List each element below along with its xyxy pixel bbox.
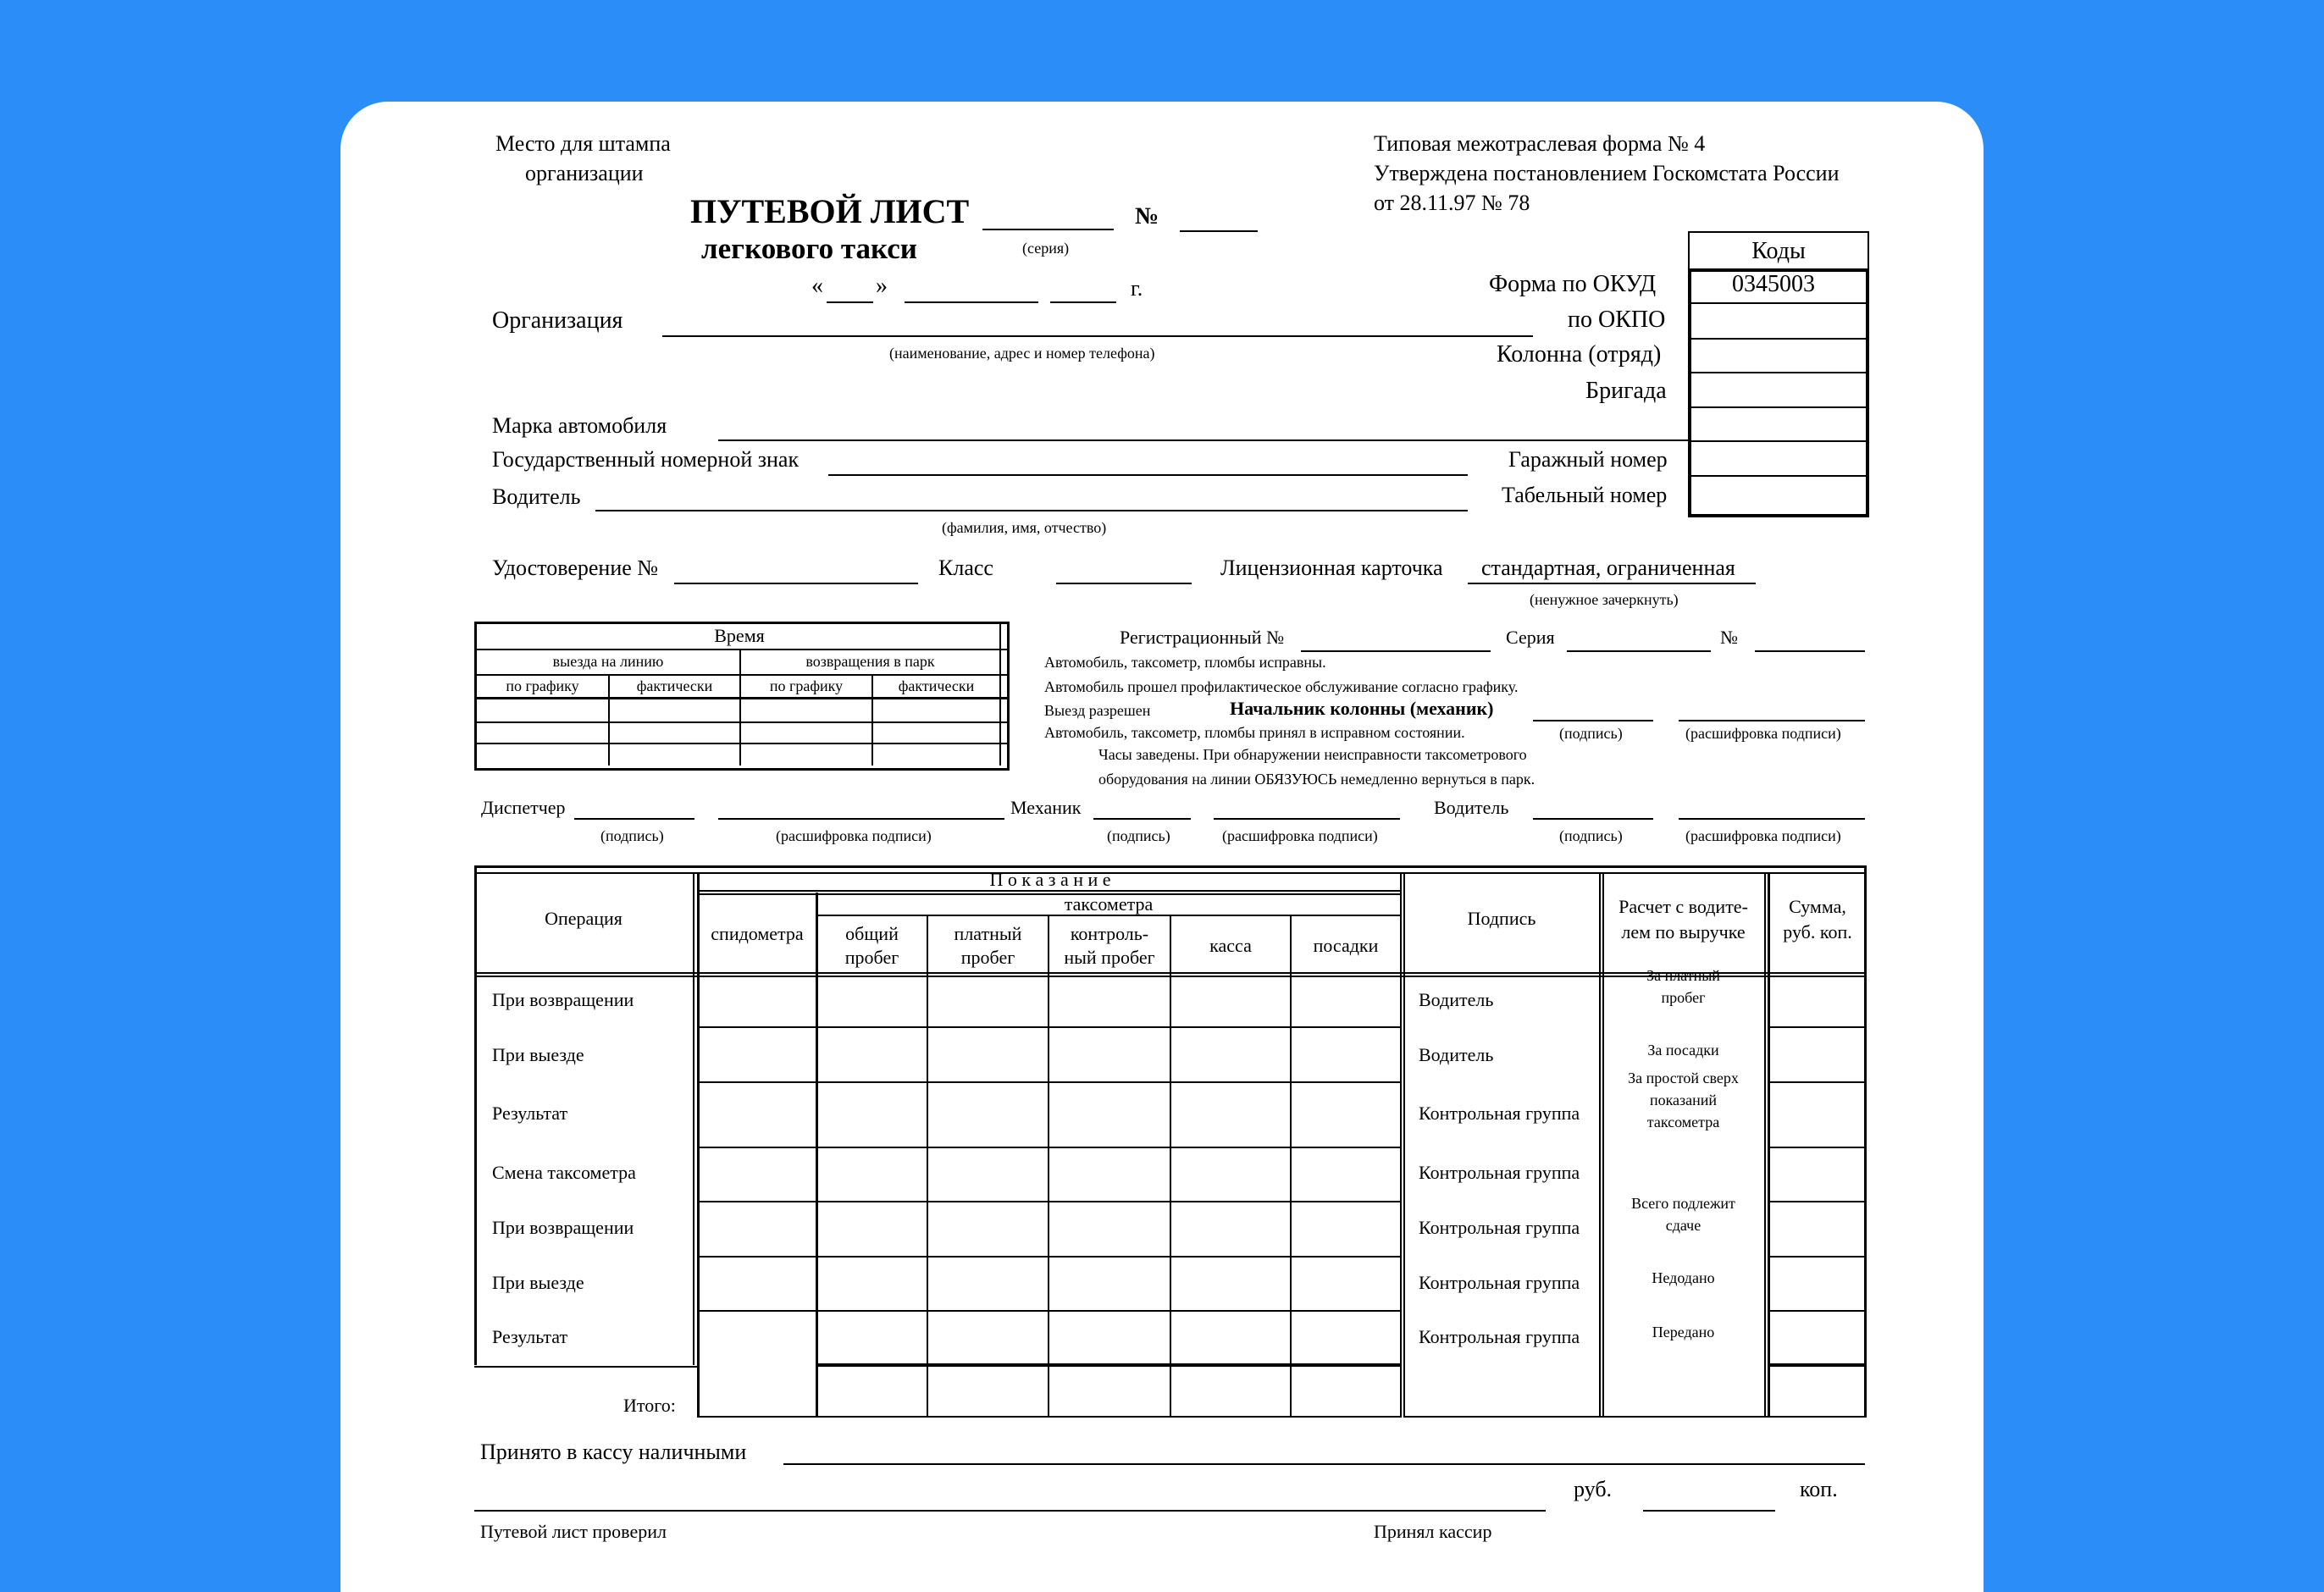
table-bottom <box>697 1416 1402 1418</box>
header-readings: П о к а з а н и е <box>989 869 1111 890</box>
organization-label: Организация <box>492 307 623 334</box>
doc-title: ПУТЕВОЙ ЛИСТ <box>690 192 970 230</box>
reading-cell[interactable] <box>820 1149 924 1198</box>
reading-cell[interactable] <box>931 978 1045 1024</box>
row-signature: Контрольная группа <box>1419 1103 1580 1124</box>
sum-cell[interactable] <box>1772 1203 1862 1253</box>
table-bottom <box>1403 1416 1768 1418</box>
license-card-hint: (ненужное зачеркнуть) <box>1530 591 1679 608</box>
reading-cell[interactable] <box>1052 1203 1167 1253</box>
grid-line <box>816 893 818 1416</box>
driver-hint: (фамилия, имя, отчество) <box>942 519 1107 536</box>
row-signature: Контрольная группа <box>1419 1326 1580 1347</box>
header-paid-mileage-2: пробег <box>960 947 1015 968</box>
mechanic-signature-hint: (подпись) <box>1107 827 1170 844</box>
row-settlement-text: Недодано <box>1652 1269 1715 1286</box>
row-operation: При выезде <box>492 1272 584 1293</box>
row-operation: Результат <box>492 1103 568 1124</box>
header-total-mileage-1: общий <box>845 923 899 944</box>
chief-decode-hint: (расшифровка подписи) <box>1685 725 1841 742</box>
header-operation: Операция <box>545 908 622 929</box>
license-card-line <box>1468 583 1756 584</box>
dispatcher-signature-line[interactable] <box>574 818 694 820</box>
okud-code: 0345003 <box>1732 271 1815 297</box>
mechanic-decode-hint: (расшифровка подписи) <box>1222 827 1378 844</box>
driver-signature-line[interactable] <box>1533 818 1653 820</box>
row-settlement-text: За платный <box>1646 967 1720 984</box>
reading-cell[interactable] <box>1174 1203 1287 1253</box>
reading-cell[interactable] <box>702 1084 812 1144</box>
table-left-border <box>474 865 477 1365</box>
column-label: Колонна (отряд) <box>1497 341 1662 368</box>
certificate-label: Удостоверение № <box>492 556 659 580</box>
time-ret-actual: фактически <box>898 677 975 694</box>
driver-decode-line[interactable] <box>1679 818 1865 820</box>
time-title: Время <box>714 625 765 646</box>
mechanic-decode-line[interactable] <box>1214 818 1400 820</box>
grid-line <box>1170 916 1171 1416</box>
sum-cell[interactable] <box>1772 1084 1862 1144</box>
tab-number-label: Табельный номер <box>1502 483 1668 507</box>
grid-line <box>1403 872 1405 1416</box>
row-line <box>1768 1026 1867 1028</box>
reg-note-2: Автомобиль прошел профилактическое обслуживание согласно графику. <box>1044 678 1519 695</box>
reading-cell[interactable] <box>931 1313 1045 1361</box>
row-settlement-text: За простой сверх <box>1628 1070 1739 1086</box>
number-sign: № <box>1135 203 1159 229</box>
header-settlement-2: лем по выручке <box>1621 921 1746 942</box>
header-paid-mileage-1: платный <box>954 923 1022 944</box>
row-line <box>697 1081 1402 1083</box>
reading-cell[interactable] <box>702 1149 812 1198</box>
header-cash: касса <box>1209 935 1252 956</box>
kop-label: коп. <box>1800 1477 1838 1501</box>
class-line[interactable] <box>1056 583 1192 584</box>
mechanic-signature-line[interactable] <box>1093 818 1191 820</box>
exit-allowed-label: Выезд разрешен <box>1044 702 1151 719</box>
row-signature: Водитель <box>1419 1044 1494 1065</box>
reading-cell[interactable] <box>1174 1029 1287 1079</box>
reading-cell[interactable] <box>931 1368 1045 1413</box>
driver-signature-hint: (подпись) <box>1559 827 1623 844</box>
row-line <box>474 1366 700 1368</box>
reg-series-label: Серия <box>1506 627 1555 648</box>
row-line <box>697 1026 1402 1028</box>
driver-line[interactable] <box>595 510 1468 511</box>
driver-decode-hint: (расшифровка подписи) <box>1685 827 1841 844</box>
sum-cell[interactable] <box>1772 1149 1862 1198</box>
table-right-border <box>1864 865 1867 1418</box>
dispatcher-signature-hint: (подпись) <box>600 827 664 844</box>
reading-cell[interactable] <box>1294 1084 1397 1144</box>
time-ret-schedule: по графику <box>769 677 844 694</box>
row-line <box>1768 1310 1867 1312</box>
license-card-value: стандартная, ограниченная <box>1481 556 1735 580</box>
reading-cell[interactable] <box>1052 978 1167 1024</box>
grid-line <box>697 872 700 1416</box>
date-day-line[interactable] <box>827 301 873 303</box>
reading-cell[interactable] <box>931 1203 1045 1253</box>
reading-cell[interactable] <box>820 1313 924 1361</box>
time-return: возвращения в парк <box>805 653 935 670</box>
reading-cell[interactable] <box>1294 1258 1397 1307</box>
stamp-label-1: Место для штампа <box>495 131 671 156</box>
reading-cell[interactable] <box>820 1258 924 1307</box>
date-month-line[interactable] <box>905 301 1038 303</box>
reading-cell[interactable] <box>702 1368 812 1413</box>
dispatcher-label: Диспетчер <box>481 797 566 818</box>
row-settlement-text: таксометра <box>1646 1114 1720 1130</box>
reg-number-line[interactable] <box>1755 650 1865 652</box>
reg-no-label: Регистрационный № <box>1120 627 1285 648</box>
organization-line[interactable] <box>662 335 1533 337</box>
stamp-label-2: организации <box>525 161 644 185</box>
plate-line[interactable] <box>828 474 1468 476</box>
cash-accepted-line[interactable] <box>783 1463 1865 1465</box>
row-settlement-text: сдаче <box>1665 1217 1702 1234</box>
reading-cell[interactable] <box>820 1029 924 1079</box>
reading-cell[interactable] <box>702 1313 812 1361</box>
cash-amount-line[interactable] <box>474 1510 1546 1512</box>
reading-cell[interactable] <box>931 1029 1045 1079</box>
okpo-label: по ОКПО <box>1568 307 1666 333</box>
date-open-quote: « <box>811 273 823 299</box>
number-line[interactable] <box>1180 230 1258 232</box>
reg-note-3: Автомобиль, таксометр, пломбы принял в исправном состоянии. <box>1044 724 1465 741</box>
reading-cell[interactable] <box>702 1203 812 1253</box>
sum-cell[interactable] <box>1772 1258 1862 1307</box>
header-control-mileage-2: ный пробег <box>1064 947 1155 968</box>
header-speedometer: спидометра <box>711 923 804 944</box>
reading-cell[interactable] <box>931 1084 1045 1144</box>
cash-accepted-label: Принято в кассу наличными <box>480 1440 747 1464</box>
chief-signature-line[interactable] <box>1533 720 1653 721</box>
reading-cell[interactable] <box>1174 1313 1287 1361</box>
license-card-label: Лицензионная карточка <box>1220 556 1443 580</box>
codes-header: Коды <box>1688 231 1869 272</box>
row-operation: При возвращении <box>492 989 634 1010</box>
chief-decode-line[interactable] <box>1679 720 1865 721</box>
driver-sign-label: Водитель <box>1434 797 1509 818</box>
reading-cell[interactable] <box>820 1084 924 1144</box>
row-operation: При выезде <box>492 1044 584 1065</box>
sum-cell[interactable] <box>1772 1029 1862 1079</box>
grid-line <box>1290 916 1292 1416</box>
header-settlement-1: Расчет с водите- <box>1618 896 1748 917</box>
header-control-mileage-1: контроль- <box>1070 923 1149 944</box>
table-top-border <box>474 865 1867 868</box>
reading-cell[interactable] <box>1294 1149 1397 1198</box>
time-dep-actual: фактически <box>636 677 713 694</box>
row-line <box>1768 1081 1867 1083</box>
row-line <box>697 1147 1402 1148</box>
doc-subtitle: легкового такси <box>701 232 917 265</box>
header-landings: посадки <box>1313 935 1379 956</box>
header-signature: Подпись <box>1467 908 1536 929</box>
row-line <box>697 1310 1402 1312</box>
form-type-3: от 28.11.97 № 78 <box>1374 191 1530 215</box>
checked-label: Путевой лист проверил <box>480 1521 667 1542</box>
class-label: Класс <box>938 556 993 580</box>
row-operation: Результат <box>492 1326 568 1347</box>
table-bottom <box>1768 1416 1867 1418</box>
row-settlement-text: За посадки <box>1647 1042 1719 1059</box>
garage-number-label: Гаражный номер <box>1508 447 1668 472</box>
grid-line <box>1764 872 1766 1416</box>
grid-line <box>927 916 928 1416</box>
row-signature: Контрольная группа <box>1419 1272 1580 1293</box>
reg-note-5: оборудования на линии ОБЯЗУЮСЬ немедленно вернуться в парк. <box>1098 771 1536 788</box>
header-sum-1: Сумма, <box>1789 896 1846 917</box>
reading-cell[interactable] <box>1174 1258 1287 1307</box>
row-settlement-text: пробег <box>1661 989 1706 1006</box>
reading-cell[interactable] <box>1052 1149 1167 1198</box>
row-line <box>1768 1256 1867 1258</box>
header-taximeter: таксометра <box>1064 893 1154 915</box>
sum-cell[interactable] <box>1772 978 1862 1024</box>
chief-signature-hint: (подпись) <box>1559 725 1623 742</box>
row-operation: При возвращении <box>492 1217 634 1238</box>
driver-label: Водитель <box>492 484 581 509</box>
reading-cell[interactable] <box>1052 1029 1167 1079</box>
row-line <box>816 1363 1402 1367</box>
reading-cell[interactable] <box>1174 1368 1287 1413</box>
year-suffix: г. <box>1131 276 1143 301</box>
header-total-mileage-2: пробег <box>844 947 899 968</box>
reg-number-label: № <box>1720 627 1738 648</box>
reading-cell[interactable] <box>931 1149 1045 1198</box>
reading-cell[interactable] <box>1052 1368 1167 1413</box>
reg-series-line[interactable] <box>1567 650 1711 652</box>
mechanic-label: Механик <box>1010 797 1082 818</box>
reading-cell[interactable] <box>702 978 812 1024</box>
chief-label: Начальник колонны (механик) <box>1230 698 1494 719</box>
reading-cell[interactable] <box>1294 1029 1397 1079</box>
time-dep-schedule: по графику <box>506 677 579 694</box>
reading-cell[interactable] <box>1294 1203 1397 1253</box>
rub-amount-line[interactable] <box>1643 1510 1775 1512</box>
row-line <box>697 1201 1402 1202</box>
row-settlement-text: показаний <box>1649 1092 1718 1108</box>
reg-note-4: Часы заведены. При обнаружении неисправности таксометрового <box>1098 746 1527 763</box>
date-close-quote: » <box>876 273 888 299</box>
series-hint: (серия) <box>1022 240 1070 257</box>
reading-cell[interactable] <box>1174 1149 1287 1198</box>
reading-cell[interactable] <box>1052 1313 1167 1361</box>
reading-cell[interactable] <box>702 1029 812 1079</box>
row-line <box>1768 1363 1867 1367</box>
header-sum-2: руб. коп. <box>1783 921 1852 942</box>
form-type-1: Типовая межотраслевая форма № 4 <box>1374 131 1706 156</box>
form-type-2: Утверждена постановлением Госкомстата России <box>1374 161 1840 185</box>
row-operation: Смена таксометра <box>492 1162 636 1183</box>
sum-cell[interactable] <box>1772 1368 1862 1413</box>
sum-cell[interactable] <box>1772 1313 1862 1361</box>
reading-cell[interactable] <box>1052 1084 1167 1144</box>
reg-note-1: Автомобиль, таксометр, пломбы исправны. <box>1044 654 1326 671</box>
car-brand-line[interactable] <box>718 439 1688 441</box>
reading-cell[interactable] <box>820 1203 924 1253</box>
grid-line <box>1400 872 1402 1416</box>
time-departure: выезда на линию <box>552 653 664 670</box>
reading-cell[interactable] <box>1294 978 1397 1024</box>
cashier-label: Принял кассир <box>1374 1521 1492 1542</box>
row-line <box>1768 1147 1867 1148</box>
reading-cell[interactable] <box>1052 1258 1167 1307</box>
reading-cell[interactable] <box>1174 1084 1287 1144</box>
grid-line <box>693 872 694 1365</box>
reading-cell[interactable] <box>931 1258 1045 1307</box>
row-line <box>697 1256 1402 1258</box>
plate-label: Государственный номерной знак <box>492 447 800 472</box>
grid-line <box>1048 916 1049 1416</box>
row-signature: Контрольная группа <box>1419 1217 1580 1238</box>
date-year-line[interactable] <box>1050 301 1116 303</box>
row-settlement-text: Всего подлежит <box>1631 1195 1735 1212</box>
reading-cell[interactable] <box>820 1368 924 1413</box>
reading-cell[interactable] <box>1294 1368 1397 1413</box>
grid-line <box>1599 872 1601 1416</box>
reading-cell[interactable] <box>1294 1313 1397 1361</box>
row-line <box>1768 1201 1867 1202</box>
rub-label: руб. <box>1574 1477 1613 1501</box>
car-brand-label: Марка автомобиля <box>492 413 667 438</box>
row-settlement-text: Передано <box>1652 1324 1715 1340</box>
okud-label: Форма по ОКУД <box>1489 271 1657 297</box>
organization-hint: (наименование, адрес и номер телефона) <box>889 345 1155 362</box>
reading-cell[interactable] <box>1174 978 1287 1024</box>
certificate-line[interactable] <box>674 583 918 584</box>
row-signature: Контрольная группа <box>1419 1162 1580 1183</box>
brigade-label: Бригада <box>1585 378 1667 404</box>
reading-cell[interactable] <box>820 978 924 1024</box>
grid-line <box>1768 872 1770 1416</box>
reading-cell[interactable] <box>702 1258 812 1307</box>
dispatcher-decode-hint: (расшифровка подписи) <box>776 827 932 844</box>
dispatcher-decode-line[interactable] <box>718 818 1004 820</box>
reg-no-line[interactable] <box>1301 650 1491 652</box>
row-signature: Водитель <box>1419 989 1494 1010</box>
series-line[interactable] <box>982 229 1114 230</box>
total-label: Итого: <box>623 1395 676 1416</box>
codes-table <box>1688 268 1869 517</box>
